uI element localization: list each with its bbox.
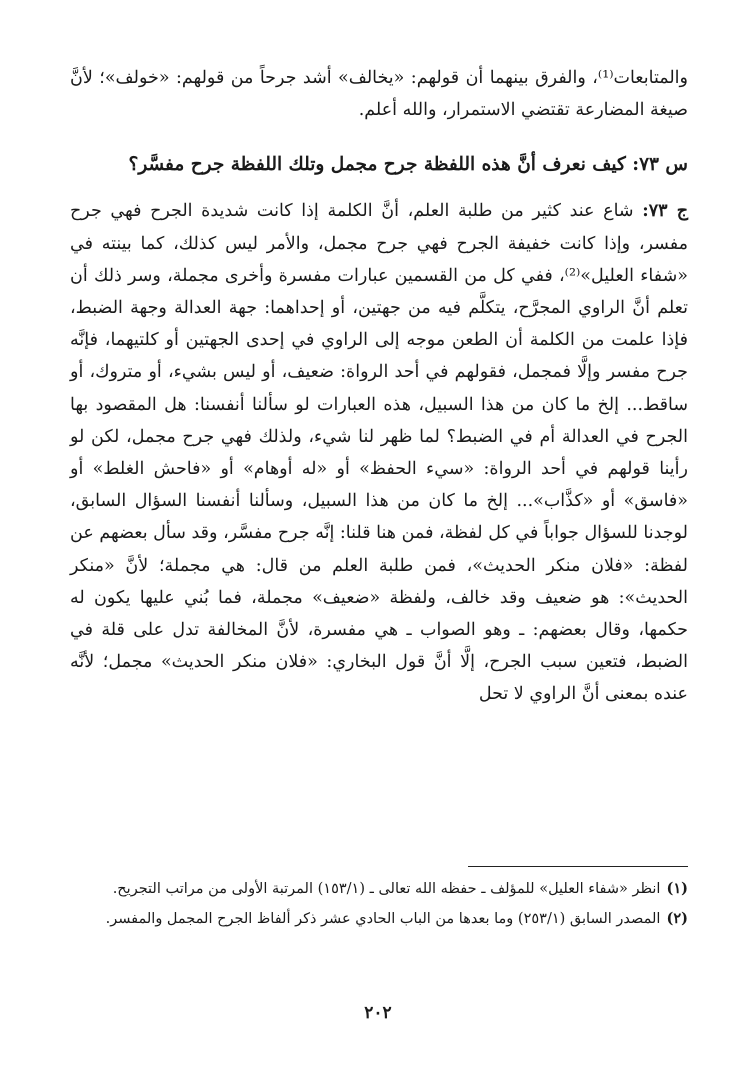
page-body [70, 62, 688, 711]
answer-paragraph [70, 195, 688, 710]
answer-label: ج ٧٣: [642, 201, 688, 222]
footnote-number: (٢) [666, 910, 688, 927]
question-heading: س ٧٣: كيف نعرف أنَّ هذه اللفظة جرح مجمل وتلك اللفظة جرح مفسَّر؟ [128, 154, 688, 176]
footnotes [70, 874, 688, 936]
footnote-divider [468, 866, 688, 867]
page-number: ٢٠٢ [364, 1003, 392, 1023]
footnote-text: انظر «شفاء العليل» للمؤلف ـ حفظه الله تعالى ـ (١٥٣/١) المرتبة الأولى من مراتب التجريح. [112, 881, 661, 897]
footnote-text: المصدر السابق (٢٥٣/١) وما بعدها من الباب الحادي عشر ذكر ألفاظ الجرح المجمل والمفسر. [105, 911, 661, 927]
footnote-number: (١) [666, 880, 688, 897]
answer-text: شاع عند كثير من طلبة العلم، أنَّ الكلمة إذا كانت شديدة الجرح فهي جرح مفسر، وإذا كانت خفيفة الجرح فهي جرح مجمل، والأمر ليس كذلك، كما بينته في «شفاء العليل»⁽²⁾، ففي كل من القسمين عبارات مفسرة وأخرى مجملة، وسر ذلك أن تعلم أنَّ الراوي المجرَّح، يتكلَّم فيه من جهتين، أو إحداهما: جهة العدالة وجهة الضبط، فإذا علمت من الكلمة أن الطعن موجه إلى الراوي في إحدى الجهتين أو كلتيهما، فإنَّه جرح مفسر وإلَّا فمجمل، فقولهم في أحد الرواة: ضعيف، أو ليس بشيء، أو متروك، أو ساقط... إلخ ما كان من هذا السبيل، هذه العبارات لو سألنا أنفسنا: هل المقصود بها الجرح في العدالة أم في الضبط؟ لما ظهر لنا شيء، ولذلك فهي جرح مجمل، لكن لو رأينا قولهم في أحد الرواة: «سيء الحفظ» أو «له أوهام» أو «فاحش الغلط» أو «فاسق» أو «كذَّاب»... إلخ ما كان من هذا السبيل، وسألنا أنفسنا السؤال السابق، لوجدنا للسؤال جواباً في كل لفظة، فمن هنا قلنا: إنَّه جرح مفسَّر، وقد سأل بعضهم عن لفظة: «فلان منكر الحديث»، فمن طلبة العلم من قال: هي مجملة؛ لأنَّ «منكر الحديث»: هو ضعيف وقد خالف، ولفظة «ضعيف» مجملة، فما بُني عليها يكون له حكمها، وقال بعضهم: ـ وهو الصواب ـ هي مفسرة، لأنَّ المخالفة تدل على قلة في الضبط، فتعين سبب الجرح، إلَّا أنَّ قول البخاري: «فلان منكر الحديث» مجمل؛ لأنَّه عنده بمعنى أنَّ الراوي لا تحل [70, 201, 688, 705]
footnote-1 [70, 876, 688, 902]
intro-paragraph: والمتابعات⁽¹⁾، والفرق بينهما أن قولهم: «يخالف» أشد جرحاً من قولهم: «خولف»؛ لأنَّ صيغة المضارعة تقتضي الاستمرار، والله أعلم. [70, 68, 688, 121]
footnote-2 [70, 906, 688, 932]
